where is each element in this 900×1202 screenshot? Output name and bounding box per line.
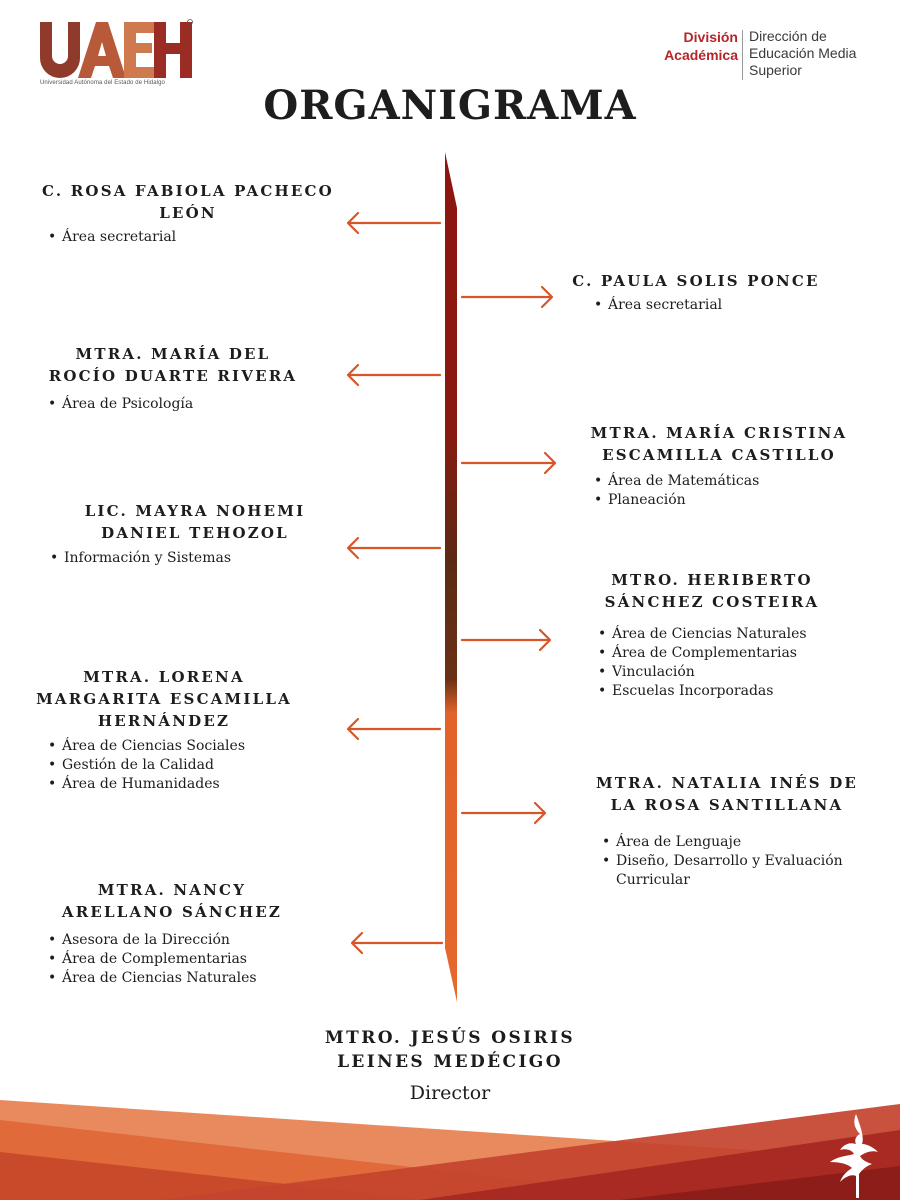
- logo-caption: Universidad Autónoma del Estado de Hidalgo: [40, 80, 165, 86]
- arrow-right: [462, 287, 552, 307]
- staff-name: MTRA. MARÍA DEL ROCÍO DUARTE RIVERA: [48, 345, 298, 385]
- staff-name: MTRA. LORENA MARGARITA ESCAMILLA HERNÁNDEZ: [36, 668, 292, 730]
- division-line: Académica: [664, 47, 738, 63]
- staff-card: [574, 422, 864, 510]
- staff-name: C. ROSA FABIOLA PACHECO LEÓN: [42, 182, 334, 222]
- staff-card: [574, 569, 850, 701]
- arrow-right: [462, 803, 545, 823]
- staff-card: [38, 343, 308, 414]
- staff-areas: [48, 228, 338, 247]
- staff-name: LIC. MAYRA NOHEMI DANIEL TEHOZOL: [84, 502, 306, 542]
- director-name: MTRO. JESÚS OSIRIS LEINES MEDÉCIGO: [324, 1028, 576, 1072]
- staff-area-item: • Diseño, Desarrollo y Evaluación Curricular: [602, 852, 868, 890]
- staff-area-item: • Gestión de la Calidad: [48, 756, 300, 775]
- garza-emblem-icon: [826, 1114, 882, 1198]
- department-line: Dirección de: [749, 28, 827, 44]
- arrow-left: [348, 719, 440, 739]
- staff-area-item: • Área de Complementarias: [48, 950, 306, 969]
- staff-area-item: • Área de Ciencias Naturales: [598, 625, 850, 644]
- staff-card: [64, 500, 320, 568]
- director-role: Director: [409, 1082, 491, 1104]
- staff-area-item: • Área de Psicología: [48, 395, 308, 414]
- arrow-left: [348, 213, 440, 233]
- staff-card: [38, 879, 306, 988]
- arrow-left: [348, 538, 440, 558]
- staff-areas: [594, 296, 824, 315]
- staff-area-item: • Información y Sistemas: [50, 549, 320, 568]
- staff-areas: [598, 625, 850, 701]
- staff-area-item: • Área de Complementarias: [598, 644, 850, 663]
- staff-name: MTRA. NANCY ARELLANO SÁNCHEZ: [61, 881, 283, 921]
- staff-areas: [48, 737, 300, 794]
- arrow-right: [462, 453, 555, 473]
- page-title: ORGANIGRAMA: [263, 82, 637, 129]
- staff-area-item: • Área secretarial: [48, 228, 338, 247]
- staff-card: [586, 772, 868, 890]
- arrow-left: [352, 933, 442, 953]
- staff-area-item: • Área de Lenguaje: [602, 833, 868, 852]
- staff-areas: [50, 549, 320, 568]
- footer-decoration: [0, 1090, 900, 1200]
- staff-areas: [48, 395, 308, 414]
- department-line: Educación Media: [749, 45, 857, 61]
- staff-areas: [48, 931, 306, 988]
- staff-areas: [594, 472, 864, 510]
- staff-area-item: • Escuelas Incorporadas: [598, 682, 850, 701]
- staff-area-item: • Área de Ciencias Naturales: [48, 969, 306, 988]
- staff-area-item: • Área de Humanidades: [48, 775, 300, 794]
- staff-card: [568, 270, 824, 315]
- staff-area-item: • Área de Ciencias Sociales: [48, 737, 300, 756]
- division-line: División: [683, 29, 738, 45]
- staff-card: [28, 666, 300, 794]
- staff-area-item: • Vinculación: [598, 663, 850, 682]
- staff-areas: [602, 833, 868, 890]
- staff-area-item: • Asesora de la Dirección: [48, 931, 306, 950]
- arrow-left: [348, 365, 440, 385]
- arrow-right: [462, 630, 550, 650]
- staff-name: MTRO. HERIBERTO SÁNCHEZ COSTEIRA: [604, 571, 820, 611]
- staff-area-item: • Área de Matemáticas: [594, 472, 864, 491]
- staff-name: C. PAULA SOLIS PONCE: [572, 272, 820, 290]
- staff-card: [38, 180, 338, 247]
- staff-area-item: • Planeación: [594, 491, 864, 510]
- department-line: Superior: [749, 62, 802, 78]
- trunk-shape: [445, 152, 457, 1002]
- staff-area-item: • Área secretarial: [594, 296, 824, 315]
- staff-name: MTRA. NATALIA INÉS DE LA ROSA SANTILLANA: [595, 774, 859, 814]
- staff-name: MTRA. MARÍA CRISTINA ESCAMILLA CASTILLO: [590, 424, 848, 464]
